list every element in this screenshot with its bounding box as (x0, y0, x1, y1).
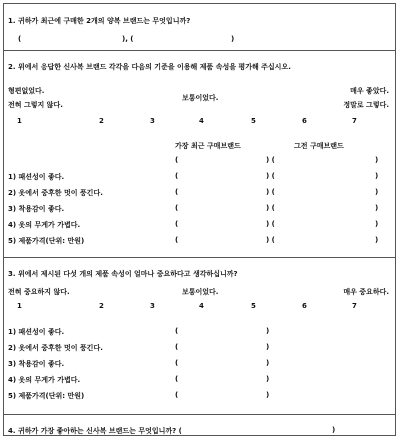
question-1-text: 1. 귀하가 최근에 구매한 2개의 양복 브랜드는 무엇입니까? (8, 17, 191, 25)
attribute-label: 2) 옷에서 중후한 멋이 풍긴다. (8, 189, 103, 197)
column-header-previous-brand: 그전 구매브랜드 (294, 142, 344, 150)
paren-close[interactable]: ) (375, 204, 379, 212)
question-1-blank-separator[interactable]: ), ( (122, 35, 134, 43)
paren-close[interactable]: ) (266, 359, 270, 367)
paren-mid[interactable]: ) ( (266, 188, 275, 196)
scale-anchor-left: 전혀 중요하지 않다. (8, 288, 70, 296)
scale-point-5: 5 (251, 302, 256, 310)
paren-mid[interactable]: ) ( (266, 156, 275, 164)
scale-point-5: 5 (251, 117, 256, 125)
scale-anchor-right: 매우 중요하다. (343, 288, 389, 296)
attribute-label: 3) 착용감이 좋다. (8, 205, 65, 213)
paren-open[interactable]: ( (175, 220, 179, 228)
question-1-section (4, 4, 395, 48)
scale-anchor-mid: 보통이었다. (182, 288, 219, 296)
attribute-label: 5) 제품가격(단위: 만원) (8, 392, 85, 400)
paren-open[interactable]: ( (175, 391, 179, 399)
attribute-label: 3) 착용감이 좋다. (8, 360, 65, 368)
paren-open[interactable]: ( (175, 343, 179, 351)
scale-anchor-left-2: 전혀 그렇지 않다. (8, 101, 63, 109)
question-1-blank-close[interactable]: ) (231, 35, 235, 43)
paren-close[interactable]: ) (266, 343, 270, 351)
scale-anchor-right-1: 매우 좋았다. (350, 87, 389, 95)
scale-point-6: 6 (302, 302, 307, 310)
paren-open[interactable]: ( (175, 156, 179, 164)
question-3-section (4, 257, 395, 411)
question-3-text: 3. 위에서 제시된 다섯 개의 제품 속성이 얼마나 중요하다고 생각하십니까? (8, 270, 238, 278)
paren-mid[interactable]: ) ( (266, 236, 275, 244)
question-2-text: 2. 위에서 응답한 신사복 브랜드 각각을 다음의 기준을 이용해 제품 속성을 평가해 주십시오. (8, 63, 291, 71)
paren-mid[interactable]: ) ( (266, 172, 275, 180)
question-4-blank-close[interactable]: ) (332, 426, 336, 434)
paren-close[interactable]: ) (375, 172, 379, 180)
paren-close[interactable]: ) (375, 156, 379, 164)
paren-open[interactable]: ( (175, 327, 179, 335)
scale-point-1: 1 (17, 117, 22, 125)
scale-point-2: 2 (99, 302, 104, 310)
paren-open[interactable]: ( (175, 375, 179, 383)
survey-form (3, 3, 396, 436)
paren-close[interactable]: ) (266, 327, 270, 335)
scale-point-4: 4 (199, 302, 204, 310)
paren-mid[interactable]: ) ( (266, 204, 275, 212)
scale-point-3: 3 (150, 117, 155, 125)
paren-open[interactable]: ( (175, 188, 179, 196)
scale-point-3: 3 (150, 302, 155, 310)
paren-open[interactable]: ( (175, 359, 179, 367)
paren-open[interactable]: ( (175, 236, 179, 244)
scale-point-4: 4 (199, 117, 204, 125)
attribute-label: 5) 제품가격(단위: 만원) (8, 237, 85, 245)
paren-close[interactable]: ) (266, 391, 270, 399)
scale-anchor-left-1: 형편없었다. (8, 87, 45, 95)
paren-close[interactable]: ) (375, 220, 379, 228)
scale-point-6: 6 (302, 117, 307, 125)
attribute-label: 2) 옷에서 중후한 멋이 풍긴다. (8, 344, 103, 352)
attribute-label: 4) 옷의 무게가 가볍다. (8, 221, 81, 229)
scale-point-7: 7 (352, 117, 357, 125)
attribute-label: 1) 패션성이 좋다. (8, 328, 65, 336)
paren-open[interactable]: ( (175, 204, 179, 212)
scale-anchor-right-2: 정말로 그렇다. (343, 101, 389, 109)
question-4-text: 4. 귀하가 가장 좋아하는 신사복 브랜드는 무엇입니까? ( (8, 427, 182, 435)
scale-point-1: 1 (17, 302, 22, 310)
scale-point-2: 2 (99, 117, 104, 125)
paren-close[interactable]: ) (266, 375, 270, 383)
scale-anchor-mid: 보통이었다. (182, 94, 219, 102)
question-2-section (4, 50, 395, 257)
paren-mid[interactable]: ) ( (266, 220, 275, 228)
question-4-section (4, 414, 395, 436)
scale-point-7: 7 (352, 302, 357, 310)
paren-close[interactable]: ) (375, 188, 379, 196)
paren-open[interactable]: ( (175, 172, 179, 180)
question-1-blank-open[interactable]: ( (18, 35, 22, 43)
attribute-label: 1) 패션성이 좋다. (8, 173, 65, 181)
attribute-label: 4) 옷의 무게가 가볍다. (8, 376, 81, 384)
column-header-recent-brand: 가장 최근 구매브랜드 (175, 142, 241, 150)
paren-close[interactable]: ) (375, 236, 379, 244)
